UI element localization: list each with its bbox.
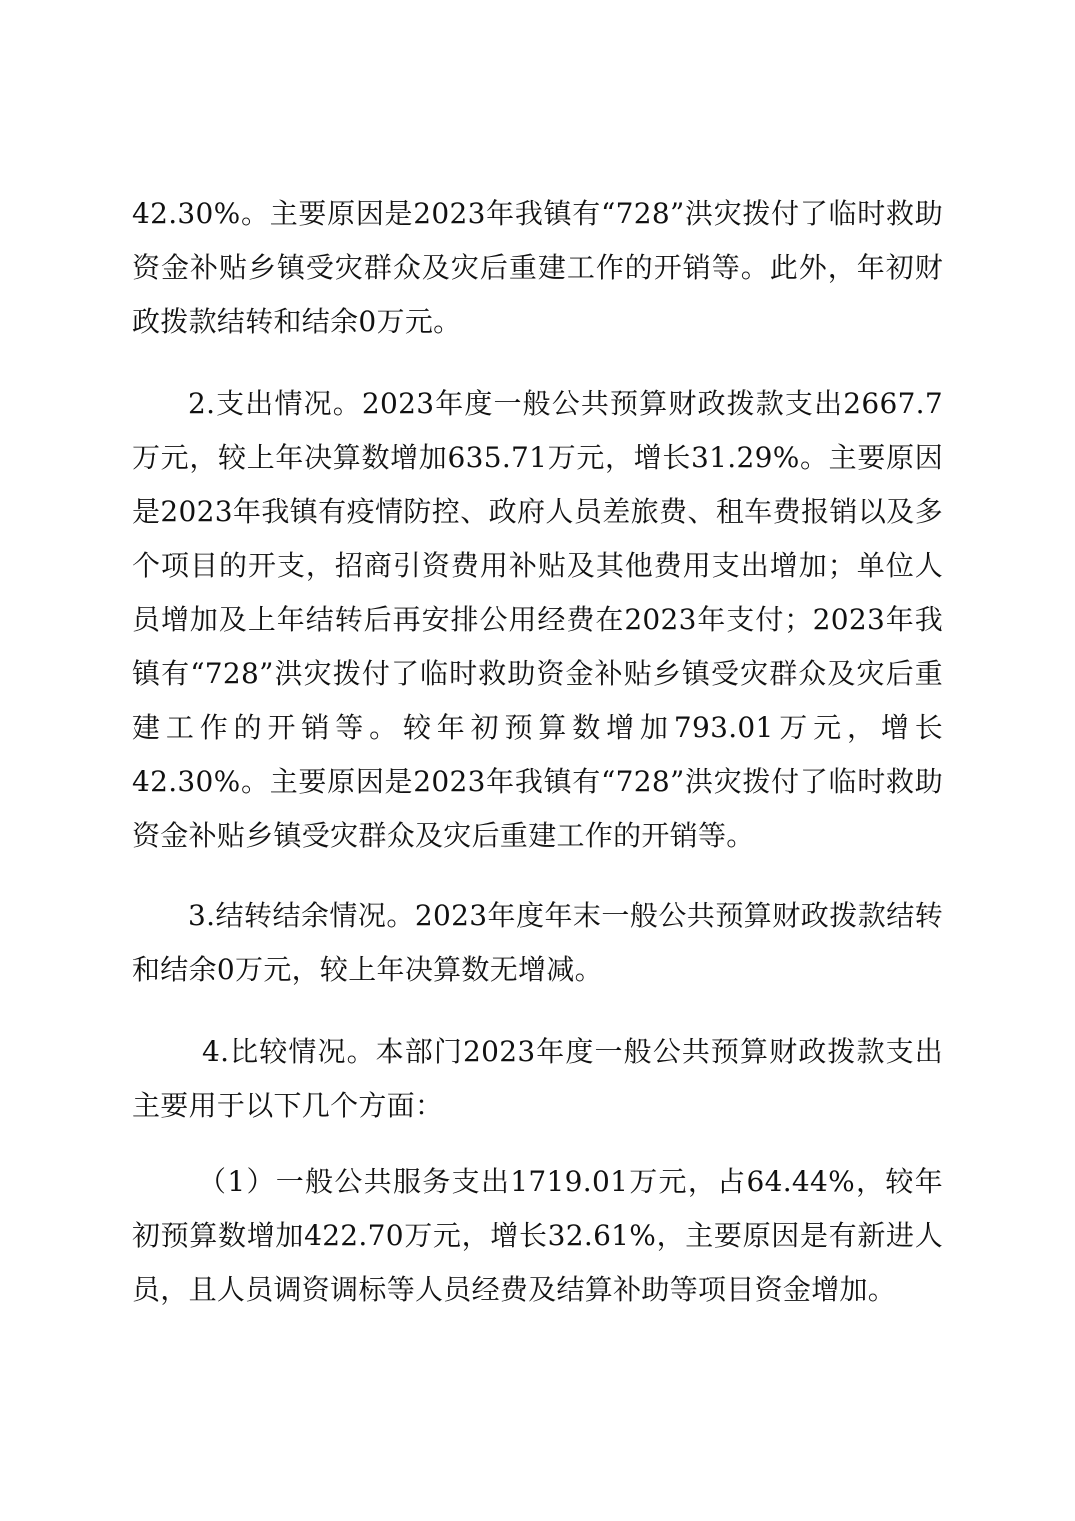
paragraph-comparison: 4.比较情况。本部门2023年度一般公共预算财政拨款支出主要用于以下几个方面： xyxy=(132,1035,943,1122)
paragraph-carryover: 3.结转结余情况。2023年度年末一般公共预算财政拨款结转和结余0万元，较上年决算数无增减。 xyxy=(132,899,943,986)
paragraph-public-services: （1）一般公共服务支出1719.01万元，占64.44%，较年初预算数增加422.70万元，增长32.61%，主要原因是有新进人员，且人员调资调标等人员经费及结算补助等项目资金增加。 xyxy=(132,1165,943,1306)
paragraph-expenditure: 2.支出情况。2023年度一般公共预算财政拨款支出2667.7万元，较上年决算数增加635.71万元，增长31.29%。主要原因是2023年我镇有疫情防控、政府人员差旅费、租车费报销以及多个项目的开支，招商引资费用补贴及其他费用支出增加；单位人员增加及上年结转后再安排公用经费在2023年支付；2023年我镇有“728”洪灾拨付了临时救助资金补贴乡镇受灾群众及灾后重建工作的开销等。较年初预算数增加793.01万元，增长42.30%。主要原因是2023年我镇有“728”洪灾拨付了临时救助资金补贴乡镇受灾群众及灾后重建工作的开销等。 xyxy=(132,387,943,852)
paragraph-continuation: 42.30%。主要原因是2023年我镇有“728”洪灾拨付了临时救助资金补贴乡镇受灾群众及灾后重建工作的开销等。此外，年初财政拨款结转和结余0万元。 xyxy=(132,197,943,338)
